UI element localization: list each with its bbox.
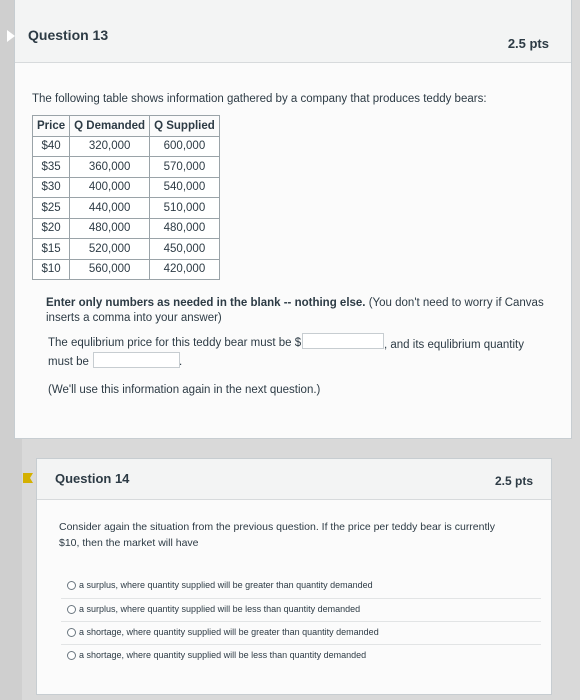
- table-row: [33, 239, 220, 260]
- equilibrium-price-input[interactable]: [302, 333, 384, 349]
- table-cell: 420,000: [150, 259, 220, 280]
- table-cell: 520,000: [70, 239, 150, 260]
- table-row: [33, 177, 220, 198]
- table-cell: $10: [33, 259, 70, 280]
- table-cell: $40: [33, 136, 70, 157]
- table-cell: 540,000: [150, 177, 220, 198]
- table-cell: 480,000: [150, 218, 220, 239]
- question-14-card: [36, 458, 552, 695]
- question-marker-icon: [7, 30, 15, 42]
- instructions: [46, 296, 546, 326]
- question-14-points: 2.5 pts: [494, 474, 533, 488]
- equilibrium-quantity-text: , and its equlibrium quantity: [384, 339, 524, 351]
- answer-option-label: a shortage, where quantity supplied will be less than quantity demanded: [79, 650, 367, 660]
- question-14-header: [37, 459, 551, 500]
- table-cell: 510,000: [150, 198, 220, 219]
- equilibrium-price-text: The equlibrium price for this teddy bear must be $: [48, 337, 302, 349]
- instructions-note: (You don't need to worry if Canvas: [365, 297, 544, 309]
- equilibrium-quantity-input[interactable]: [93, 352, 183, 368]
- table-cell: 480,000: [70, 218, 150, 239]
- table-cell: 440,000: [70, 198, 150, 219]
- answer-option[interactable]: [61, 644, 541, 667]
- radio-button[interactable]: [67, 605, 76, 614]
- table-cell: 400,000: [70, 177, 150, 198]
- table-row: [33, 136, 220, 157]
- question-13-intro: The following table shows information gathered by a company that produces teddy bears:: [32, 93, 487, 105]
- radio-button[interactable]: [67, 651, 76, 660]
- question-14-title: Question 14: [55, 471, 130, 486]
- question-13-header: [15, 0, 571, 63]
- column-header: Q Demanded: [70, 116, 150, 137]
- table-cell: $15: [33, 239, 70, 260]
- question-14-prompt-line2: $10, then the market will have: [59, 537, 199, 549]
- radio-button[interactable]: [67, 581, 76, 590]
- table-cell: 570,000: [150, 157, 220, 178]
- question-14-prompt: [59, 519, 539, 551]
- radio-button[interactable]: [67, 628, 76, 637]
- table-cell: 560,000: [70, 259, 150, 280]
- column-header: Q Supplied: [150, 116, 220, 137]
- table-header-row: [33, 116, 220, 137]
- table-cell: 450,000: [150, 239, 220, 260]
- table-cell: 360,000: [70, 157, 150, 178]
- table-row: [33, 259, 220, 280]
- answer-option[interactable]: [61, 621, 541, 644]
- question-13-note: (We'll use this information again in the next question.): [48, 384, 321, 396]
- must-be-text: must be: [48, 356, 89, 368]
- answer-option-label: a surplus, where quantity supplied will be less than quantity demanded: [79, 604, 361, 614]
- supply-demand-table: [32, 115, 220, 280]
- instructions-note-line2: inserts a comma into your answer): [46, 312, 222, 324]
- column-header: Price: [33, 116, 70, 137]
- table-cell: $35: [33, 157, 70, 178]
- instructions-bold: Enter only numbers as needed in the blank -- nothing else.: [46, 297, 366, 309]
- table-cell: $30: [33, 177, 70, 198]
- table-cell: 600,000: [150, 136, 220, 157]
- answer-option-label: a shortage, where quantity supplied will be greater than quantity demanded: [79, 627, 379, 637]
- answer-option-label: a surplus, where quantity supplied will be greater than quantity demanded: [79, 580, 373, 590]
- table-cell: $20: [33, 218, 70, 239]
- table-cell: $25: [33, 198, 70, 219]
- question-14-prompt-line1: Consider again the situation from the previous question. If the price per teddy bear is currently: [59, 521, 495, 533]
- table-row: [33, 198, 220, 219]
- question-13-points: 2.5 pts: [507, 36, 549, 51]
- table-row: [33, 157, 220, 178]
- flag-icon[interactable]: [23, 473, 33, 483]
- table-cell: 320,000: [70, 136, 150, 157]
- sentence-period: .: [179, 356, 183, 368]
- answer-option[interactable]: [61, 575, 541, 597]
- answer-option[interactable]: [61, 598, 541, 621]
- table-row: [33, 218, 220, 239]
- question-13-title: Question 13: [28, 27, 109, 43]
